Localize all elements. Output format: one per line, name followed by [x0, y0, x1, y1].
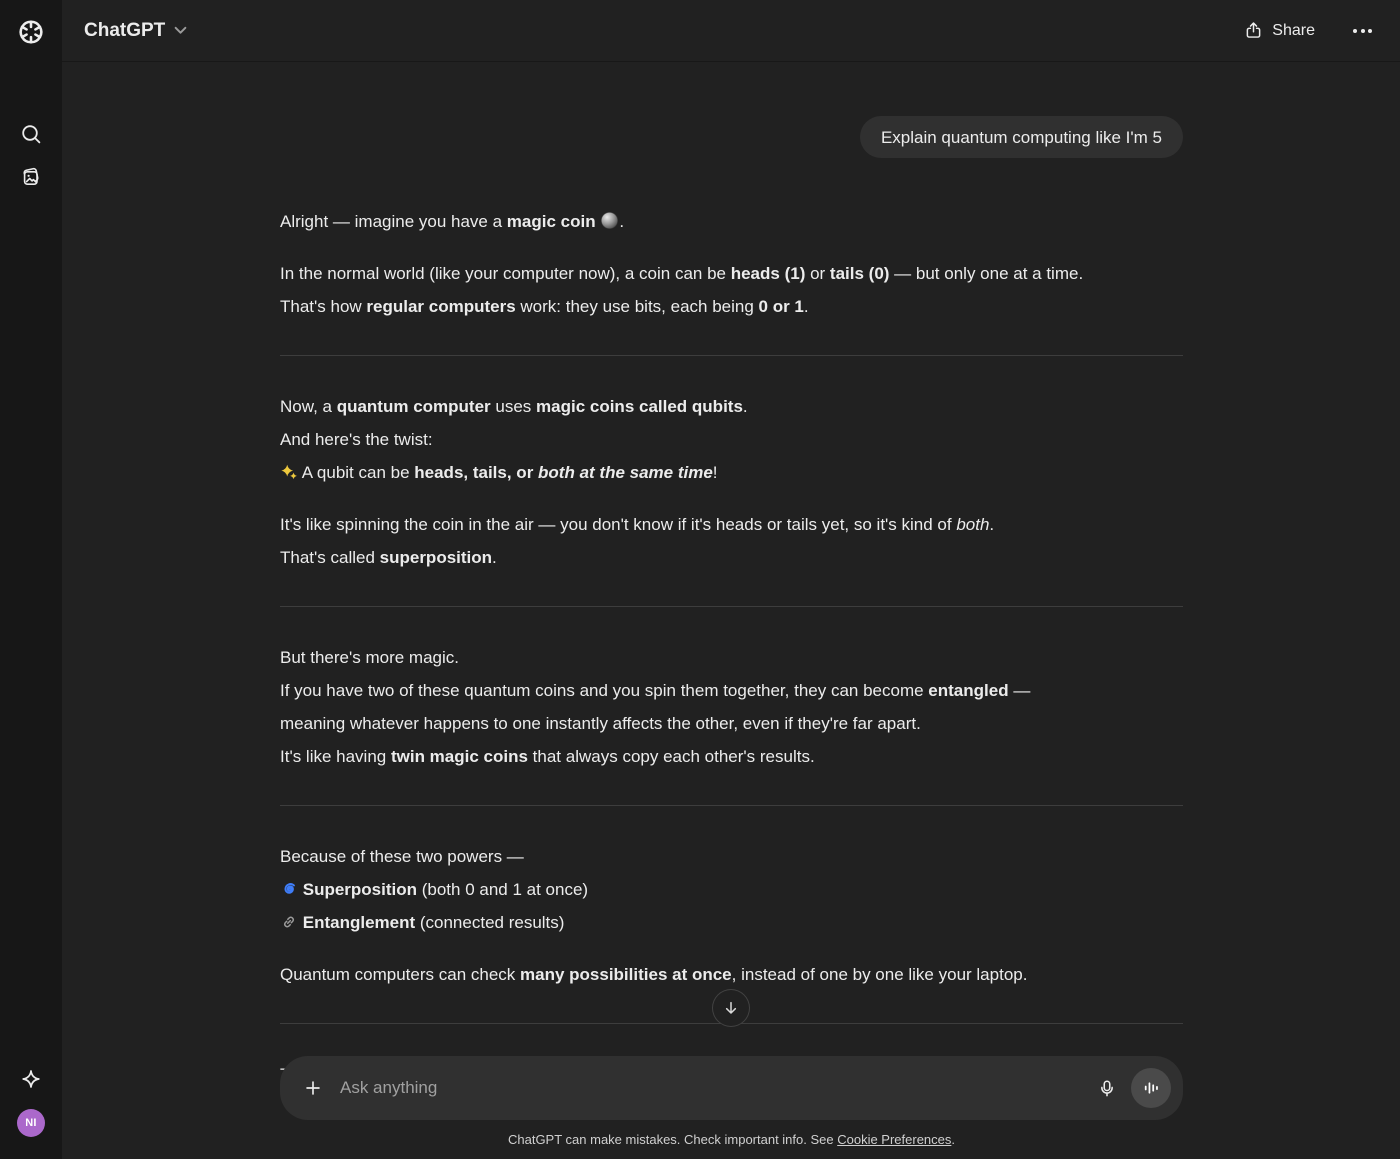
coin-emoji — [600, 211, 619, 230]
scroll-to-bottom-button[interactable] — [712, 989, 750, 1027]
share-button[interactable] — [1235, 14, 1323, 47]
assistant-paragraph: Alright — imagine you have a magic coin . — [280, 212, 625, 231]
voice-waveform-icon — [1141, 1078, 1161, 1098]
dictate-button[interactable] — [1089, 1070, 1125, 1106]
assistant-paragraph: It's like spinning the coin in the air — you don't know if it's heads or tails yet, so it's kind of both. That's called superposition. — [280, 515, 995, 567]
section-divider — [280, 355, 1183, 356]
page-title: ChatGPT — [84, 19, 166, 41]
more-options-button[interactable] — [1349, 21, 1376, 41]
voice-mode-button[interactable] — [1131, 1068, 1171, 1108]
model-switcher[interactable] — [84, 14, 195, 48]
section-divider — [280, 606, 1183, 607]
upgrade-button[interactable] — [11, 1059, 51, 1099]
assistant-paragraph: Now, a quantum computer uses magic coins called qubits. And here's the twist: A qubit can be heads, tails, or both at the same time! — [280, 397, 748, 482]
composer[interactable] — [280, 1056, 1183, 1120]
composer-area — [280, 1056, 1183, 1147]
sidebar — [0, 0, 62, 1159]
assistant-paragraph: Quantum computers can check many possibilities at once, instead of one by one like your laptop. — [280, 965, 1028, 984]
section-divider — [280, 805, 1183, 806]
user-message-bubble: Explain quantum computing like I'm 5 — [860, 116, 1183, 158]
chevron-down-icon — [174, 26, 187, 35]
search-chats-button[interactable] — [11, 114, 51, 154]
ellipsis-icon — [1353, 29, 1372, 33]
sidebar-bottom — [11, 1059, 51, 1137]
sidebar-nav — [11, 71, 51, 197]
cookie-preferences-link[interactable]: Cookie Preferences — [837, 1132, 952, 1147]
topbar — [62, 0, 1400, 62]
share-label: Share — [1272, 21, 1315, 39]
assistant-paragraph: Because of these two powers — Superposition (both 0 and 1 at once) Entanglement (connected results) — [280, 847, 589, 932]
new-chat-button[interactable] — [11, 71, 51, 111]
microphone-icon — [1096, 1077, 1118, 1099]
sparkles-emoji — [280, 463, 298, 481]
arrow-down-icon — [721, 998, 741, 1018]
library-button[interactable] — [11, 157, 51, 197]
chat-input[interactable] — [340, 1078, 1089, 1098]
disclaimer: ChatGPT can make mistakes. Check important info. See Cookie Preferences. — [507, 1132, 956, 1147]
user-avatar[interactable]: NI — [17, 1109, 45, 1137]
assistant-message — [280, 205, 1183, 1091]
assistant-paragraph: In the normal world (like your computer now), a coin can be heads (1) or tails (0) — but only one at a time. That's how regular computers work: they use bits, each being 0 or 1. — [280, 264, 1084, 316]
link-emoji — [280, 913, 298, 931]
openai-logo[interactable] — [16, 17, 46, 47]
plus-icon — [302, 1077, 324, 1099]
chat-transcript — [280, 62, 1183, 1091]
share-icon — [1243, 20, 1264, 41]
disclaimer-text: ChatGPT can make mistakes. Check important info. See — [507, 1132, 838, 1147]
attach-button[interactable] — [294, 1069, 332, 1107]
user-message-row — [280, 116, 1183, 158]
cyclone-emoji — [280, 880, 298, 898]
assistant-paragraph: But there's more magic. If you have two of these quantum coins and you spin them together, they can become entangled — meaning whatever happens to one instantly affects the other, even if they're far apart. It's like having twin magic coins that always copy each other's results. — [280, 648, 1031, 766]
sparkle-icon — [19, 1067, 43, 1091]
